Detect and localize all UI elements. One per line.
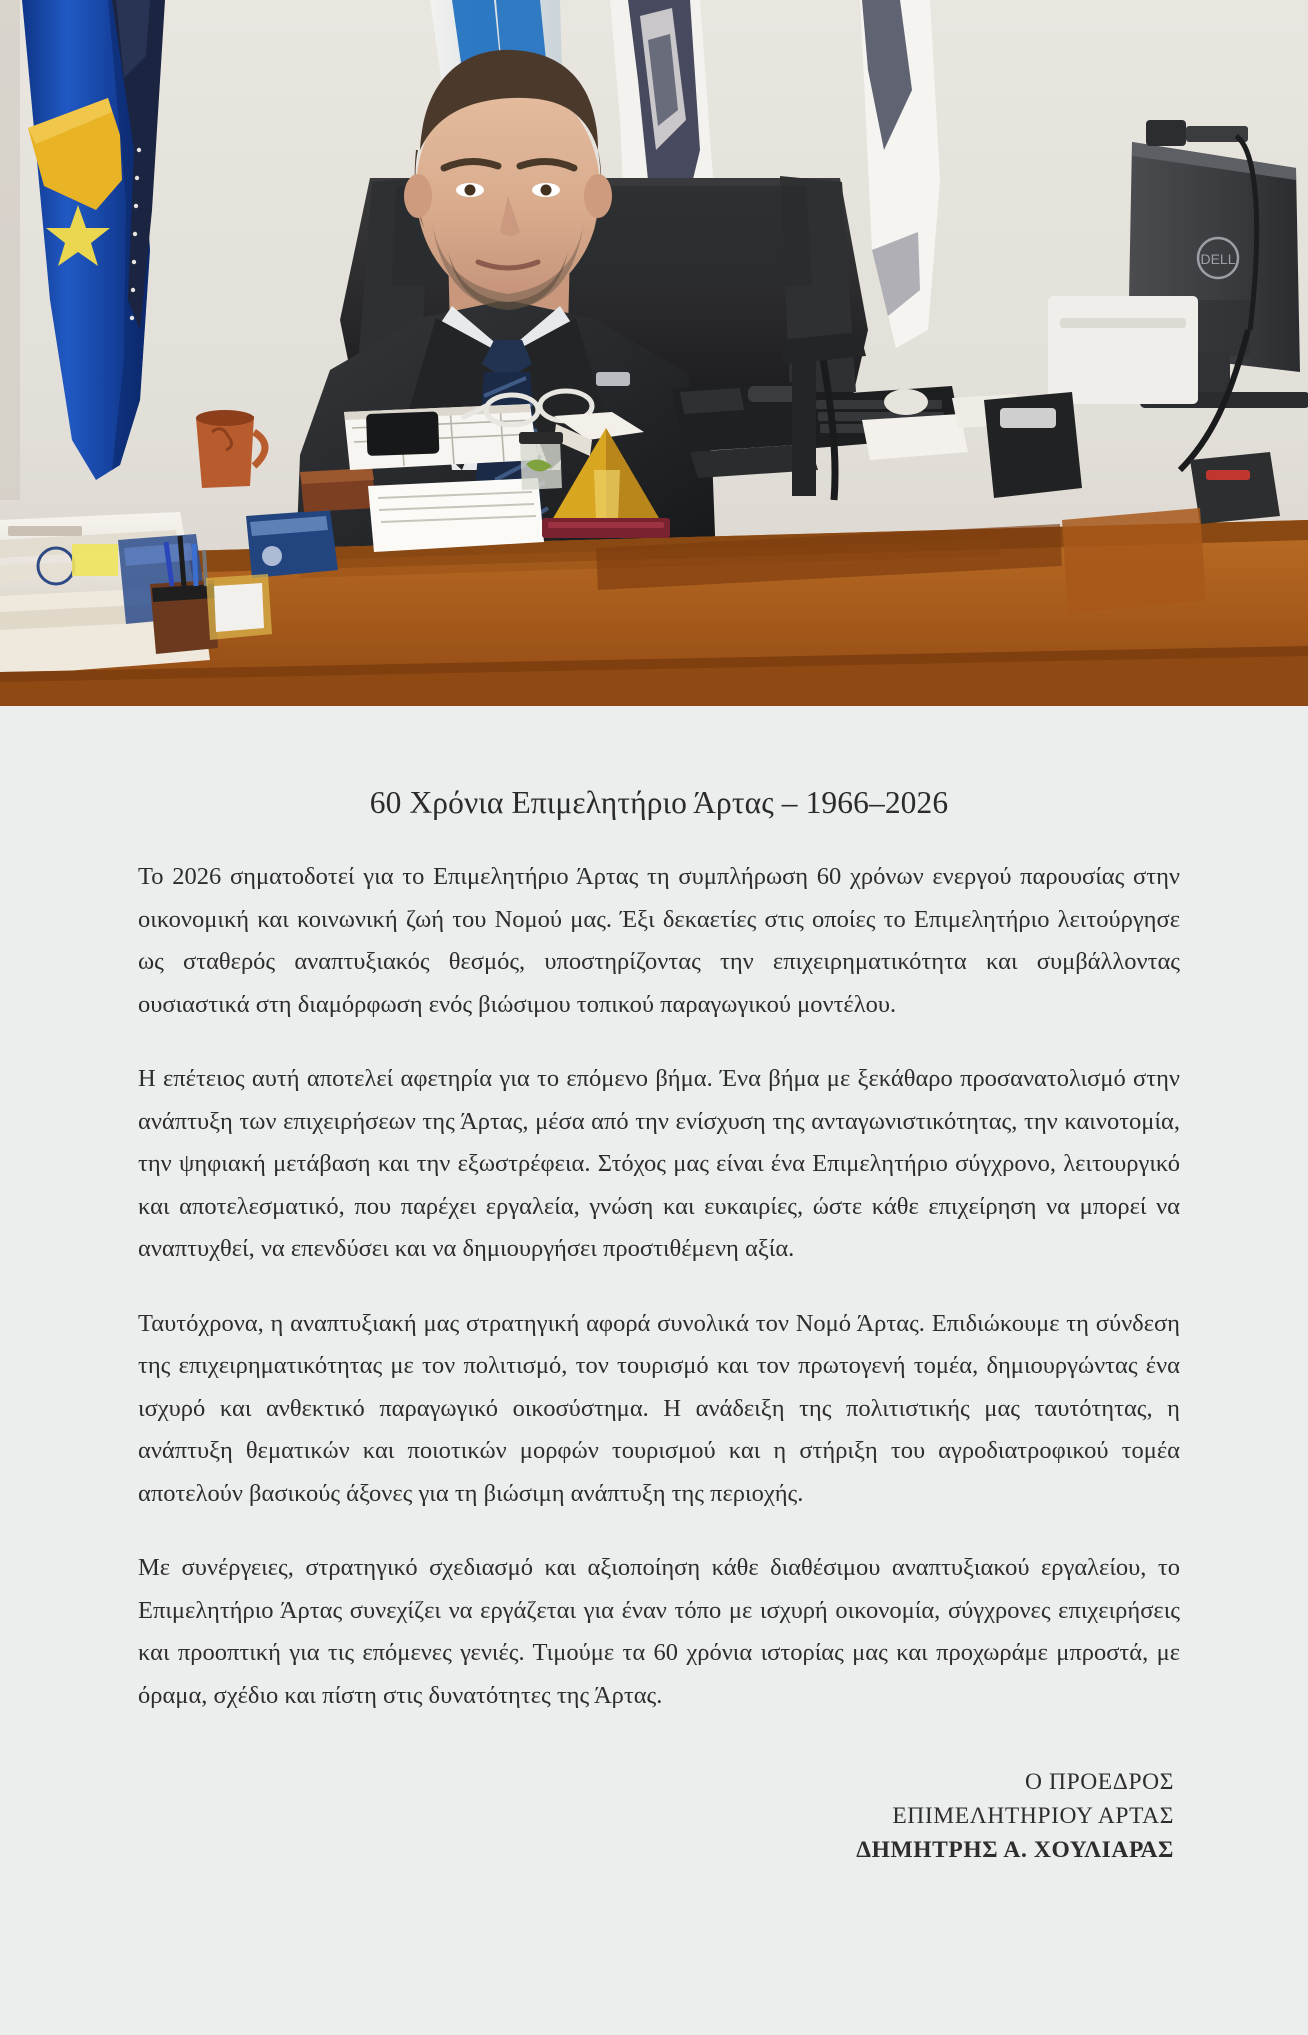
signature-role: Ο ΠΡΟΕΔΡΟΣ xyxy=(1024,1769,1174,1796)
paragraph-1: Το 2026 σηματοδοτεί για το Επιμελητήριο Άρτας τη συμπλήρωση 60 χρόνων ενεργού παρουσίας στην οικονομική και κοινωνική ζωή του Νομού μας. Έξι δεκαετίες στις οποίες το Επιμελητήριο λειτούργησε ως σταθερός αναπτυξιακός θεσμός, υποστηρίζοντας την επιχειρηματικότητα και συμβάλλοντας ουσιαστικά στη διαμόρφωση ενός βιώσιμου τοπικού παραγωγικού μοντέλου. xyxy=(138,863,1180,1018)
announcement-text-block xyxy=(0,717,1308,2035)
glass-jar xyxy=(519,432,563,490)
photo-scene xyxy=(0,0,1308,717)
desk-risers xyxy=(1062,508,1206,614)
mouse xyxy=(884,389,928,415)
signature-name: ΔΗΜΗΤΡΗΣ Α. ΧΟΥΛΙΑΡΑΣ xyxy=(856,1837,1174,1864)
signature-organization: ΕΠΙΜΕΛΗΤΗΡΙΟΥ ΑΡΤΑΣ xyxy=(892,1803,1174,1830)
brochure xyxy=(246,510,338,578)
leather-box xyxy=(300,468,376,512)
smartphone xyxy=(366,411,439,455)
paragraph-3: Ταυτόχρονα, η αναπτυξιακή μας στρατηγική αφορά συνολικά τον Νομό Άρτας. Επιδιώκουμε τη σύνδεση της επιχειρηματικότητας με τον πολιτισμό, τον τουρισμό και τον πρωτογενή τομέα, δημιουργώντας ένα ισχυρό και ανθεκτικό παραγωγικό οικοσύστημα. Η ανάδειξη της πολιτιστικής μας ταυτότητας, η ανάπτυξη θεματικών και ποιοτικών μορφών τουρισμού και η στήριξη του αγροδιατροφικού τομέα αποτελούν βασικούς άξονες για τη βιώσιμη ανάπτυξη της περιοχής. xyxy=(138,1309,1180,1507)
president-office-photo xyxy=(0,0,1308,717)
printer xyxy=(1048,296,1198,404)
page-title: 60 Χρόνια Επιμελητήριο Άρτας – 1966–2026 xyxy=(369,785,949,820)
monitor-arm xyxy=(792,346,816,496)
signature-block xyxy=(138,1765,1180,1867)
paragraph-2: Η επέτειος αυτή αποτελεί αφετηρία για το επόμενο βήμα. Ένα βήμα με ξεκάθαρο προσανατολισμό στην ανάπτυξη των επιχειρήσεων της Άρτας, μέσα από την ενίσχυση της ανταγωνιστικότητας, την καινοτομία, την ψηφιακή μετάβαση και την εξωστρέφεια. Στόχος μας είναι ένα Επιμελητήριο σύγχρονο, λειτουργικό και αποτελεσματικό, που παρέχει εργαλεία, γνώση και ευκαιρίες, ώστε κάθε επιχείρηση να μπορεί να αναπτυχθεί, να επενδύσει και να δημιουργήσει προστιθέμενη αξία. xyxy=(138,1065,1180,1263)
svg-text:DELL: DELL xyxy=(1200,251,1236,267)
notepad xyxy=(368,478,544,552)
desk-plaque xyxy=(206,574,272,640)
paragraph-4: Με συνέργειες, στρατηγικό σχεδιασμό και αξιοποίηση κάθε διαθέσιμου αναπτυξιακού εργαλείου, το Επιμελητήριο Άρτας συνεχίζει να εργάζεται για έναν τόπο με ισχυρή οικονομία, σύγχρονες επιχειρήσεις και προοπτική για τις επόμενες γενιές. Τιμούμε τα 60 χρόνια ιστορίας μας και προχωράμε μπροστά, με όραμα, σχέδιο και πίστη στις δυνατότητες της Άρτας. xyxy=(138,1554,1180,1709)
